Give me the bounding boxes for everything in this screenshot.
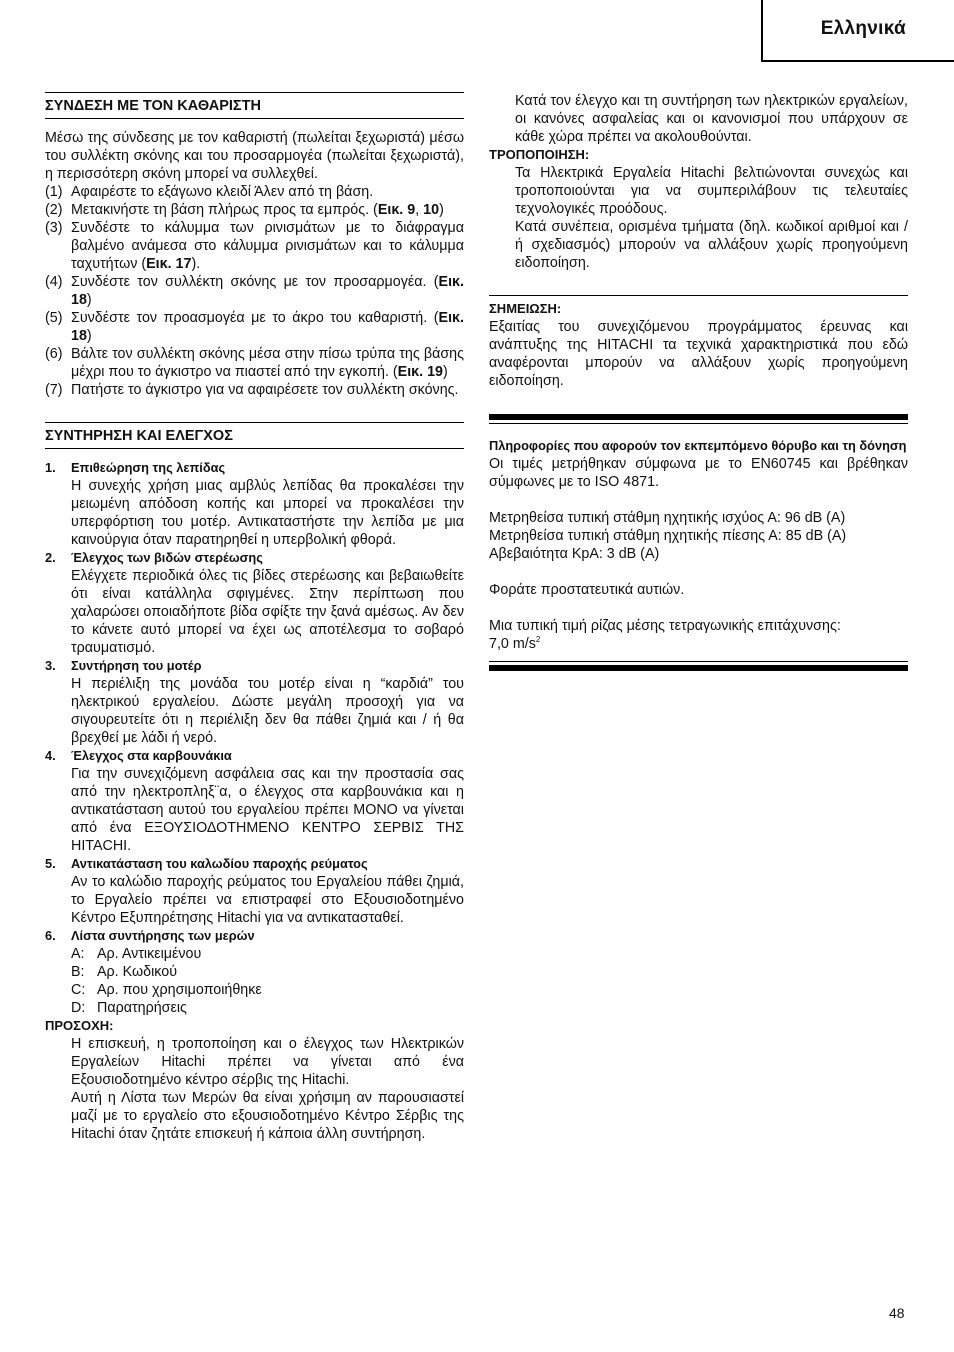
sound-power: Μετρηθείσα τυπική στάθμη ηχητικής ισχύος Α: 96 dB (A): [489, 510, 846, 526]
vibration-text: Μια τυπική τιμή ρίζας μέσης τετραγωνικής επιτάχυνσης:: [489, 618, 841, 634]
maintenance-heading: Επιθεώρηση της λεπίδας: [71, 460, 226, 475]
maintenance-body: Η συνεχής χρήση μιας αμβλύς λεπίδας θα προκαλέσει την μειωμένη απόδοση κοπής και μπορεί να προκαλέσει την υπερφόρτιση του μοτέρ. Αντικαταστήστε την λεπίδα με μια καινούργια όταν παρατηρηθεί η υπερβολική φθορά.: [71, 478, 464, 548]
maintenance-heading: Λίστα συντήρησης των μερών: [71, 928, 255, 943]
page-number: 48: [889, 1305, 905, 1321]
list-item: A: Αρ. Αντικειμένου: [71, 946, 202, 962]
maintenance-item-motor: 3. Συντήρηση του μοτέρ Η περιέλιξη της μονάδα του μοτέρ είναι η “καρδιά” του ηλεκτρικού εργαλείου. Δώστε μεγάλη προσοχή για να σιγουρευτείτε ότι η περιέλιξη δεν θα πάθει ζημιά και / ή θα βρεχθεί με λάδι ή νερό.: [45, 658, 464, 746]
noise-standards: Οι τιμές μετρήθηκαν σύμφωνα με το EN60745 και βρέθηκαν σύμφωνες με το ISO 4871.: [489, 456, 908, 490]
caution-label: ΠΡΟΣΟΧΗ:: [45, 1018, 114, 1033]
uncertainty: Αβεβαιότητα KpA: 3 dB (A): [489, 546, 660, 562]
right-column: [489, 92, 908, 671]
note-text: Εξαιτίας του συνεχιζόμενου προγράμματος έρευνας και ανάπτυξης της HITACHI τα τεχνικά χαρακτηριστικά που εδώ αναφέρονται μπορούν να αλλάξουν χωρίς προηγούμενη ειδοποίηση.: [489, 319, 908, 389]
vibration-value: 7,0 $m/s^2$: [489, 635, 541, 652]
list-item: (1) Αφαιρέστε το εξάγωνο κλειδί Άλεν από τη βάση.: [45, 184, 374, 200]
vacuum-section-title: ΣΥΝΔΕΣΗ ΜΕ ΤΟΝ ΚΑΘΑΡΙΣΤΗ: [45, 92, 464, 119]
maintenance-item-parts: 6. Λίστα συντήρησης των μερών A: Αρ. Αντικειμένου B: Αρ. Κωδικού C: Αρ. που χρησιμοποιήθηκε D: Παρατηρήσεις: [45, 927, 464, 1017]
maintenance-heading: Έλεγχος των βιδών στερέωσης: [71, 550, 263, 565]
maintenance-item-brushes: 4. Έλεγχος στα καρβουνάκια Για την συνεχιζόμενη ασφάλεια σας και την προστασία σας από την ηλεκτροπληξ¨α, ο έλεγχος στα καρβουνάκια και η αντικατάσταση αυτού του εργαλείου πρέπει ΜΟΝΟ να γίνεται από ένα ΕΞΟΥΣΙΟΔΟΤΗΜΕΝΟ ΚΕΝΤΡΟ ΣΕΡΒΙΣ ΤΗΣ HITACHI.: [45, 748, 464, 854]
divider: [489, 414, 908, 420]
modification-text-2: Κατά συνέπεια, ορισμένα τμήματα (δηλ. κωδικοί αριθμοί και / ή σχεδιασμός) μπορούν να αλλάξουν χωρίς προηγούμενη ειδοποίηση.: [515, 219, 908, 271]
noise-heading: Πληροφορίες που αφορούν τον εκπεμπόμενο θόρυβο και τη δόνηση: [489, 438, 907, 453]
list-item: D: Παρατηρήσεις: [71, 1000, 187, 1016]
parts-list: [45, 945, 464, 1017]
maintenance-body: Αν το καλώδιο παροχής ρεύματος του Εργαλείου πάθει ζημιά, το Εργαλείο πρέπει να επιστραφεί στο Εξουσιοδοτημένο Κέντρο Εξυπηρέτησης Hitachi για να αντικατασταθεί.: [71, 874, 464, 926]
maintenance-body: Για την συνεχιζόμενη ασφάλεια σας και την προστασία σας από την ηλεκτροπληξ¨α, ο έλεγχος στα καρβουνάκια και η αντικατάσταση αυτού του εργαλείου πρέπει ΜΟΝΟ να γίνεται από ένα ΕΞΟΥΣΙΟΔΟΤΗΜΕΝΟ ΚΕΝΤΡΟ ΣΕΡΒΙΣ ΤΗΣ HITACHI.: [71, 766, 464, 854]
maintenance-section-title: ΣΥΝΤΗΡΗΣΗ ΚΑΙ ΕΛΕΓΧΟΣ: [45, 422, 464, 449]
regulations-text: Κατά τον έλεγχο και τη συντήρηση των ηλεκτρικών εργαλείων, οι κανόνες ασφαλείας και οι κανονισμοί που υπάρχουν σε κάθε χώρα πρέπει να ακολουθούνται.: [515, 93, 908, 145]
maintenance-heading: Συντήρηση του μοτέρ: [71, 658, 202, 673]
list-item: (5) Συνδέστε τον προασμογέα με το άκρο του καθαριστή. (Εικ. 18): [45, 310, 464, 344]
list-item: (6) Βάλτε τον συλλέκτη σκόνης μέσα στην πίσω τρύπα της βάσης μέχρι που το άγκιστρο να πιαστεί από την εγκοπή. (Εικ. 19): [45, 346, 464, 380]
maintenance-item-cord: 5. Αντικατάσταση του καλωδίου παροχής ρεύματος Αν το καλώδιο παροχής ρεύματος του Εργαλείου πάθει ζημιά, το Εργαλείο πρέπει να επιστραφεί στο Εξουσιοδοτημένο Κέντρο Εξυπηρέτησης Hitachi για να αντικατασταθεί.: [45, 856, 464, 926]
language-tab: [761, 0, 954, 62]
vacuum-steps-list: [45, 183, 464, 399]
list-item: B: Αρ. Κωδικού: [71, 964, 178, 980]
divider: [489, 665, 908, 671]
ear-protection: Φοράτε προστατευτικά αυτιών.: [489, 582, 685, 598]
caution-text-2: Αυτή η Λίστα των Μερών θα είναι χρήσιμη αν παρουσιαστεί μαζί με το εργαλείο στο εξουσιοδοτημένο Κέντρο Σέρβις της Hitachi όταν ζητάτε επισκευή ή κάποια άλλη συντήρηση.: [71, 1090, 464, 1142]
note-label: ΣΗΜΕΙΩΣΗ:: [489, 301, 562, 316]
list-item: (4) Συνδέστε τον συλλέκτη σκόνης με τον προσαρμογέα. (Εικ. 18): [45, 274, 464, 308]
list-item: C: Αρ. που χρησιμοποιήθηκε: [71, 982, 262, 998]
language-label: Ελληνικά: [820, 18, 906, 39]
modification-label: ΤΡΟΠΟΠΟΙΗΣΗ:: [489, 147, 590, 162]
maintenance-body: Η περιέλιξη της μονάδα του μοτέρ είναι η “καρδιά” του ηλεκτρικού εργαλείου. Δώστε μεγάλη προσοχή για να σιγουρευτείτε ότι η περιέλιξη δεν θα πάθει ζημιά και / ή θα βρεχθεί με λάδι ή νερό.: [71, 676, 464, 746]
divider: [489, 661, 908, 662]
sound-pressure: Μετρηθείσα τυπική στάθμη ηχητικής πίεσης Α: 85 dB (A): [489, 528, 847, 544]
left-column: [45, 92, 464, 1143]
vacuum-intro: Μέσω της σύνδεσης με τον καθαριστή (πωλείται ξεχωριστά) μέσω του συλλέκτη σκόνης και του προσαρμογέα (πωλείται ξεχωριστά), η περισσότερη σκόνη μπορεί να συλλεχθεί.: [45, 130, 464, 182]
maintenance-heading: Αντικατάσταση του καλωδίου παροχής ρεύματος: [71, 856, 368, 871]
caution-text: Η επισκευή, η τροποποίηση και ο έλεγχος των Ηλεκτρικών Εργαλείων Hitachi πρέπει να γίνεται από ένα Εξουσιοδοτημένο κέντρο σέρβις της Hitachi.: [71, 1036, 464, 1088]
maintenance-item-blade: 1. Επιθεώρηση της λεπίδας Η συνεχής χρήση μιας αμβλύς λεπίδας θα προκαλέσει την μειωμένη απόδοση κοπής και μπορεί να προκαλέσει την υπερφόρτιση του μοτέρ. Αντικαταστήστε την λεπίδα με μια καινούργια όταν παρατηρηθεί η υπερβολική φθορά.: [45, 460, 464, 548]
maintenance-item-screws: 2. Έλεγχος των βιδών στερέωσης Ελέγχετε περιοδικά όλες τις βίδες στερέωσης και βεβαιωθείτε ότι είναι κατάλληλα σφιγμένες. Στην περίπτωση που χαλαρώσει οποιαδήποτε βίδα σφίξτε την ξανά αμέσως. Αν δεν το κάνετε αυτό μπορεί να έχει ως αποτέλεσμα το σοβαρό τραυματισμό.: [45, 550, 464, 656]
maintenance-heading: Έλεγχος στα καρβουνάκια: [71, 748, 232, 763]
list-item: (2) Μετακινήστε τη βάση πλήρως προς τα εμπρός. (Εικ. 9, 10): [45, 202, 444, 218]
list-item: (3) Συνδέστε το κάλυμμα των ρινισμάτων με το διάφραγμα βαλμένο ανάμεσα στο κάλυμμα ρινισμάτων και το κάλυμμα ταχυτήτων (Εικ. 17).: [45, 220, 464, 272]
maintenance-body: Ελέγχετε περιοδικά όλες τις βίδες στερέωσης και βεβαιωθείτε ότι είναι κατάλληλα σφιγμένες. Στην περίπτωση που χαλαρώσει οποιαδήποτε βίδα σφίξτε την ξανά αμέσως. Αν δεν το κάνετε αυτό μπορεί να έχει ως αποτέλεσμα το σοβαρό τραυματισμό.: [71, 568, 464, 656]
note-box: [489, 295, 908, 390]
modification-text: Τα Ηλεκτρικά Εργαλεία Hitachi βελτιώνονται συνεχώς και τροποποιούνται για να συμπεριλάβουν τις τελευταίες τεχνολογικές προόδους.: [515, 165, 908, 217]
list-item: (7) Πατήστε το άγκιστρο για να αφαιρέσετε τον συλλέκτη σκόνης.: [45, 382, 459, 398]
